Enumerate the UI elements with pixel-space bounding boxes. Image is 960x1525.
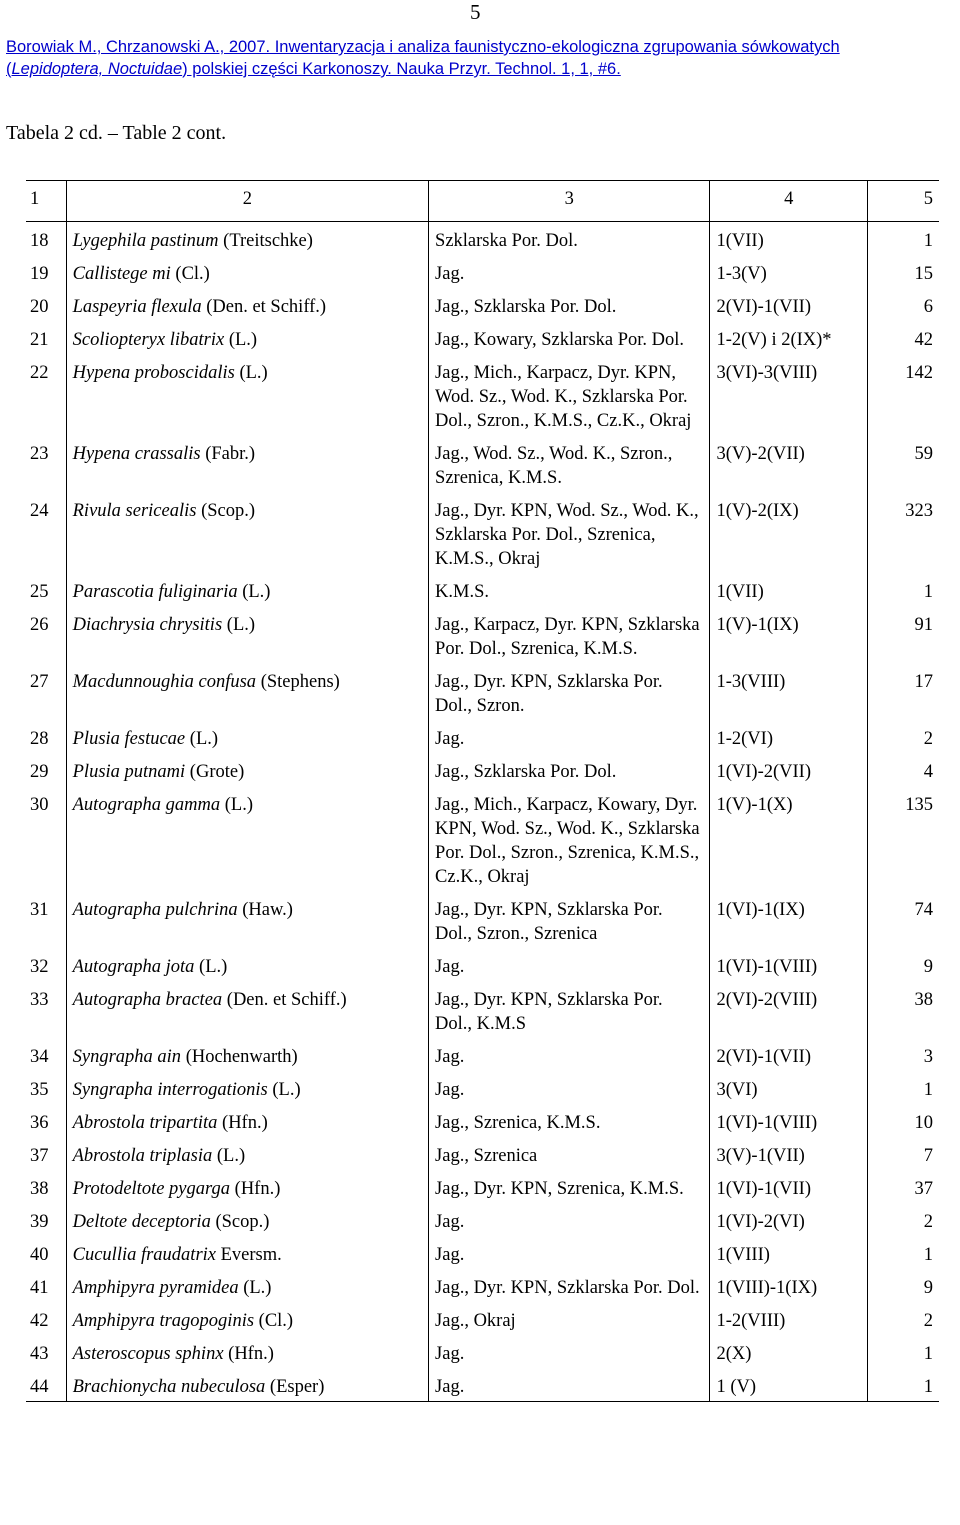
species-name: Macdunnoughia confusa — [72, 672, 257, 692]
species-name: Hypena crassalis — [72, 444, 201, 464]
count: 10 — [914, 1113, 933, 1133]
period: 1 (V) — [710, 1368, 868, 1402]
period: 1(VIII)-1(IX) — [710, 1269, 868, 1302]
count: 2 — [923, 1311, 933, 1331]
citation-header[interactable] — [6, 36, 956, 80]
row-number: 33 — [26, 981, 66, 1038]
species-name-cell — [66, 354, 428, 435]
species-author: (Hfn.) — [217, 1113, 268, 1133]
count: 42 — [914, 330, 933, 350]
localities: Jag. — [429, 255, 710, 288]
species-author: (Scop.) — [210, 1212, 270, 1232]
species-name-cell — [66, 1335, 428, 1368]
species-author: (Den. et Schiff.) — [201, 297, 327, 317]
period: 1(VII) — [710, 573, 868, 606]
table-row — [26, 354, 939, 435]
species-name-cell — [66, 1368, 428, 1402]
species-name: Asteroscopus sphinx — [72, 1344, 224, 1364]
period: 1-3(VIII) — [710, 663, 868, 720]
row-number: 20 — [26, 288, 66, 321]
species-name: Scoliopteryx libatrix — [72, 330, 225, 350]
row-number: 37 — [26, 1137, 66, 1170]
period: 1(V)-2(IX) — [710, 492, 868, 573]
row-number: 27 — [26, 663, 66, 720]
row-number: 39 — [26, 1203, 66, 1236]
count: 1 — [923, 1080, 933, 1100]
species-name-cell — [66, 1203, 428, 1236]
species-author: (L.) — [194, 957, 228, 977]
species-name-cell — [66, 1104, 428, 1137]
species-author: (Scop.) — [196, 501, 256, 521]
row-number: 21 — [26, 321, 66, 354]
count: 323 — [905, 501, 933, 521]
species-author: Eversm. — [216, 1245, 282, 1265]
table-row — [26, 1071, 939, 1104]
species-name-cell — [66, 753, 428, 786]
period: 1-2(VI) — [710, 720, 868, 753]
localities: Jag. — [429, 1236, 710, 1269]
period: 1(VIII) — [710, 1236, 868, 1269]
table-row — [26, 1203, 939, 1236]
species-name: Amphipyra pyramidea — [72, 1278, 239, 1298]
localities: Jag. — [429, 1038, 710, 1071]
column-header: 2 — [66, 181, 428, 222]
row-number: 38 — [26, 1170, 66, 1203]
table-row — [26, 663, 939, 720]
row-number: 40 — [26, 1236, 66, 1269]
table-row — [26, 288, 939, 321]
localities: Jag. — [429, 948, 710, 981]
row-number: 28 — [26, 720, 66, 753]
species-author: (L.) — [212, 1146, 246, 1166]
species-name-cell — [66, 222, 428, 256]
count: 38 — [914, 990, 933, 1010]
species-name: Cucullia fraudatrix — [72, 1245, 216, 1265]
species-name: Abrostola triplasia — [72, 1146, 213, 1166]
row-number: 19 — [26, 255, 66, 288]
period: 1(VI)-1(VIII) — [710, 948, 868, 981]
species-author: (Treitschke) — [218, 231, 313, 251]
species-name-cell — [66, 435, 428, 492]
species-name: Diachrysia chrysitis — [72, 615, 223, 635]
localities: Jag., Dyr. KPN, Szklarska Por. Dol., Szron. — [429, 663, 710, 720]
table-row — [26, 1038, 939, 1071]
row-number: 23 — [26, 435, 66, 492]
species-name: Syngrapha ain — [72, 1047, 182, 1067]
localities: Jag. — [429, 1203, 710, 1236]
count: 91 — [914, 615, 933, 635]
species-author: (L.) — [185, 729, 219, 749]
page-number: 5 — [470, 0, 481, 24]
table-row — [26, 492, 939, 573]
species-author: (L.) — [220, 795, 253, 815]
localities: Jag., Dyr. KPN, Szklarska Por. Dol., Szron., Szrenica — [429, 891, 710, 948]
count: 15 — [914, 264, 933, 284]
citation-source: ) polskiej części Karkonoszy. Nauka Przyr. Technol. 1, 1, #6. — [182, 60, 621, 78]
period: 3(V)-2(VII) — [710, 435, 868, 492]
species-name-cell — [66, 1137, 428, 1170]
species-name: Rivula sericealis — [72, 501, 197, 521]
count: 1 — [923, 1245, 933, 1265]
table-row — [26, 1137, 939, 1170]
count: 142 — [905, 363, 933, 383]
table-header-row — [26, 181, 939, 222]
count: 2 — [923, 729, 933, 749]
species-author: (Stephens) — [256, 672, 340, 692]
species-author: (L.) — [234, 363, 268, 383]
table-row — [26, 1368, 939, 1402]
period: 1(V)-1(IX) — [710, 606, 868, 663]
species-name-cell — [66, 492, 428, 573]
column-header: 3 — [429, 181, 710, 222]
species-author: (Cl.) — [254, 1311, 294, 1331]
period: 3(V)-1(VII) — [710, 1137, 868, 1170]
localities: Jag. — [429, 1071, 710, 1104]
localities: Jag., Kowary, Szklarska Por. Dol. — [429, 321, 710, 354]
species-author: (Hfn.) — [223, 1344, 274, 1364]
species-name-cell — [66, 1071, 428, 1104]
count: 1 — [868, 1368, 939, 1402]
table-caption: Tabela 2 cd. – Table 2 cont. — [6, 122, 227, 144]
period: 3(VI) — [710, 1071, 868, 1104]
row-number: 44 — [26, 1368, 66, 1402]
table-row — [26, 222, 939, 256]
row-number: 29 — [26, 753, 66, 786]
species-name-cell — [66, 720, 428, 753]
localities: Jag., Szrenica, K.M.S. — [429, 1104, 710, 1137]
species-name: Autographa jota — [72, 957, 195, 977]
species-name: Lygephila pastinum — [72, 231, 219, 251]
table-row — [26, 891, 939, 948]
species-author: (Hochenwarth) — [181, 1047, 298, 1067]
table-row — [26, 1335, 939, 1368]
table-row — [26, 786, 939, 891]
species-name-cell — [66, 1170, 428, 1203]
count: 17 — [914, 672, 933, 692]
count: 9 — [923, 957, 933, 977]
row-number: 41 — [26, 1269, 66, 1302]
localities: Jag., Szklarska Por. Dol. — [429, 753, 710, 786]
localities: Jag. — [429, 1335, 710, 1368]
species-name-cell — [66, 1236, 428, 1269]
period: 1-2(V) i 2(IX)* — [710, 321, 868, 354]
localities: K.M.S. — [429, 573, 710, 606]
column-header: 5 — [868, 181, 939, 222]
row-number: 18 — [26, 222, 66, 256]
localities: Jag., Okraj — [429, 1302, 710, 1335]
table-row — [26, 321, 939, 354]
period: 1-3(V) — [710, 255, 868, 288]
count: 4 — [923, 762, 933, 782]
count: 135 — [905, 795, 933, 815]
count: 7 — [923, 1146, 933, 1166]
row-number: 25 — [26, 573, 66, 606]
species-author: (Den. et Schiff.) — [222, 990, 347, 1010]
species-author: (L.) — [222, 615, 256, 635]
row-number: 26 — [26, 606, 66, 663]
period: 1(V)-1(X) — [710, 786, 868, 891]
table-row — [26, 753, 939, 786]
species-author: (Esper) — [265, 1377, 325, 1397]
species-name-cell — [66, 948, 428, 981]
species-name-cell — [66, 606, 428, 663]
species-author: (L.) — [224, 330, 258, 350]
species-name: Brachionycha nubeculosa — [72, 1377, 266, 1397]
species-author: (L.) — [238, 1278, 272, 1298]
row-number: 36 — [26, 1104, 66, 1137]
species-name: Protodeltote pygarga — [72, 1179, 231, 1199]
row-number: 22 — [26, 354, 66, 435]
localities: Jag., Mich., Karpacz, Dyr. KPN, Wod. Sz., Wod. K., Szklarska Por. Dol., Szron., K.M.S., Cz.K., Okraj — [429, 354, 710, 435]
table-row — [26, 606, 939, 663]
row-number: 32 — [26, 948, 66, 981]
species-name: Autographa bractea — [72, 990, 223, 1010]
row-number: 35 — [26, 1071, 66, 1104]
count: 3 — [923, 1047, 933, 1067]
species-name-cell — [66, 981, 428, 1038]
localities: Jag., Mich., Karpacz, Kowary, Dyr. KPN, Wod. Sz., Wod. K., Szklarska Por. Dol., Szron., Szrenica, K.M.S., Cz.K., Okraj — [429, 786, 710, 891]
period: 1(VI)-2(VI) — [710, 1203, 868, 1236]
species-name: Hypena proboscidalis — [72, 363, 235, 383]
localities: Szklarska Por. Dol. — [429, 222, 710, 256]
citation-line-1[interactable]: Borowiak M., Chrzanowski A., 2007. Inwentaryzacja i analiza faunistyczno-ekologiczna zgrupowania sówkowatych — [6, 38, 840, 56]
period: 1(VII) — [710, 222, 868, 256]
row-number: 42 — [26, 1302, 66, 1335]
table-row — [26, 981, 939, 1038]
species-name: Abrostola tripartita — [72, 1113, 218, 1133]
count: 6 — [923, 297, 933, 317]
table-row — [26, 948, 939, 981]
species-name: Plusia festucae — [72, 729, 186, 749]
species-name-cell — [66, 573, 428, 606]
period: 2(VI)-2(VIII) — [710, 981, 868, 1038]
column-header: 4 — [710, 181, 868, 222]
period: 1(VI)-2(VII) — [710, 753, 868, 786]
species-name-cell — [66, 663, 428, 720]
localities: Jag., Szrenica — [429, 1137, 710, 1170]
species-author: (Cl.) — [170, 264, 210, 284]
species-author: (L.) — [237, 582, 271, 602]
species-author: (L.) — [267, 1080, 301, 1100]
citation-taxon: Lepidoptera, Noctuidae — [11, 60, 183, 78]
row-number: 30 — [26, 786, 66, 891]
species-name: Syngrapha interrogationis — [72, 1080, 268, 1100]
count: 1 — [923, 582, 933, 602]
species-name: Amphipyra tragopoginis — [72, 1311, 255, 1331]
period: 1(VI)-1(IX) — [710, 891, 868, 948]
species-name: Callistege mi — [72, 264, 171, 284]
species-name: Autographa gamma — [72, 795, 221, 815]
localities: Jag., Dyr. KPN, Szrenica, K.M.S. — [429, 1170, 710, 1203]
count: 1 — [923, 231, 933, 251]
localities: Jag., Karpacz, Dyr. KPN, Szklarska Por. Dol., Szrenica, K.M.S. — [429, 606, 710, 663]
period: 2(VI)-1(VII) — [710, 288, 868, 321]
table-row — [26, 1302, 939, 1335]
species-name-cell — [66, 255, 428, 288]
species-name-cell — [66, 1302, 428, 1335]
table-row — [26, 1104, 939, 1137]
species-name: Laspeyria flexula — [72, 297, 202, 317]
period: 3(VI)-3(VIII) — [710, 354, 868, 435]
species-author: (Haw.) — [237, 900, 293, 920]
table-row — [26, 435, 939, 492]
table-row — [26, 1269, 939, 1302]
species-name: Parascotia fuliginaria — [72, 582, 238, 602]
species-name: Autographa pulchrina — [72, 900, 238, 920]
species-name: Plusia putnami — [72, 762, 186, 782]
localities: Jag., Wod. Sz., Wod. K., Szron., Szrenica, K.M.S. — [429, 435, 710, 492]
table-row — [26, 1236, 939, 1269]
count: 2 — [923, 1212, 933, 1232]
species-table — [26, 180, 939, 1402]
table-row — [26, 573, 939, 606]
species-name-cell — [66, 891, 428, 948]
localities: Jag., Szklarska Por. Dol. — [429, 288, 710, 321]
species-name-cell — [66, 288, 428, 321]
species-name-cell — [66, 1038, 428, 1071]
localities: Jag. — [429, 1368, 710, 1402]
species-name: Deltote deceptoria — [72, 1212, 211, 1232]
localities: Jag., Dyr. KPN, Szklarska Por. Dol., K.M.S — [429, 981, 710, 1038]
period: 2(X) — [710, 1335, 868, 1368]
count: 59 — [914, 444, 933, 464]
species-name-cell — [66, 321, 428, 354]
species-name-cell — [66, 786, 428, 891]
count: 37 — [914, 1179, 933, 1199]
column-header: 1 — [26, 181, 66, 222]
row-number: 31 — [26, 891, 66, 948]
count: 1 — [923, 1344, 933, 1364]
citation-open-paren: ( — [6, 60, 12, 78]
row-number: 34 — [26, 1038, 66, 1071]
period: 1(VI)-1(VIII) — [710, 1104, 868, 1137]
localities: Jag., Dyr. KPN, Szklarska Por. Dol. — [429, 1269, 710, 1302]
species-author: (Fabr.) — [200, 444, 256, 464]
row-number: 43 — [26, 1335, 66, 1368]
period: 1-2(VIII) — [710, 1302, 868, 1335]
species-author: (Hfn.) — [230, 1179, 281, 1199]
citation-line-2[interactable] — [6, 58, 956, 80]
period: 1(VI)-1(VII) — [710, 1170, 868, 1203]
table-row — [26, 255, 939, 288]
species-author: (Grote) — [185, 762, 245, 782]
row-number: 24 — [26, 492, 66, 573]
localities: Jag. — [429, 720, 710, 753]
count: 74 — [914, 900, 933, 920]
count: 9 — [923, 1278, 933, 1298]
species-name-cell — [66, 1269, 428, 1302]
localities: Jag., Dyr. KPN, Wod. Sz., Wod. K., Szklarska Por. Dol., Szrenica, K.M.S., Okraj — [429, 492, 710, 573]
table-row — [26, 720, 939, 753]
period: 2(VI)-1(VII) — [710, 1038, 868, 1071]
table-row — [26, 1170, 939, 1203]
